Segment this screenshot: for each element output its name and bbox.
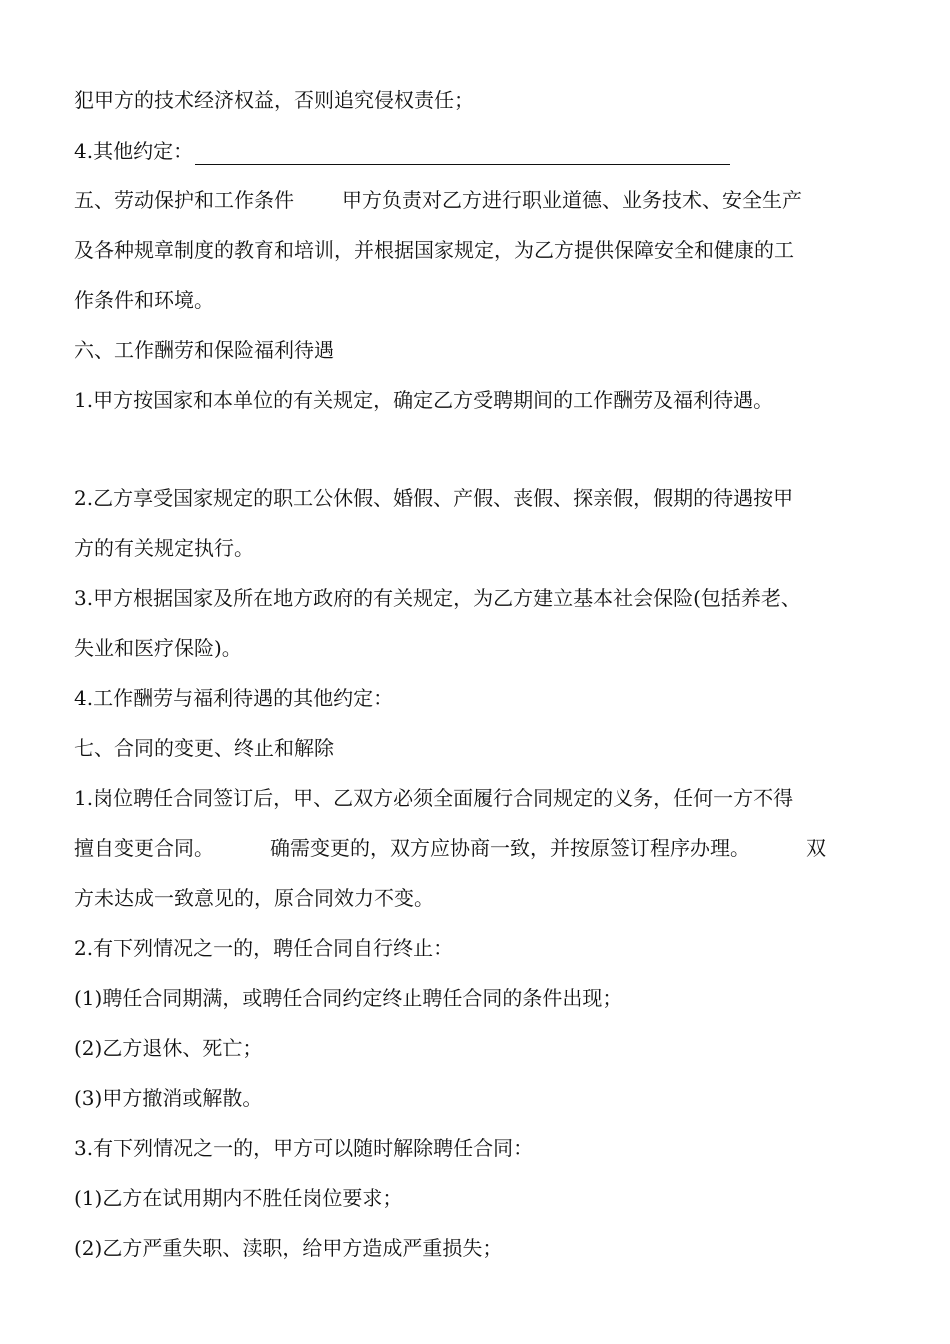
text-line: 2.乙方享受国家规定的职工公休假、婚假、产假、丧假、探亲假，假期的待遇按甲	[74, 486, 794, 510]
text-line	[74, 834, 826, 862]
text-line: 3.有下列情况之一的，甲方可以随时解除聘任合同：	[74, 1136, 534, 1160]
section-five-text: 甲方负责对乙方进行职业道德、业务技术、安全生产	[342, 188, 802, 212]
section-five-line	[74, 186, 802, 214]
section-six-heading: 六、工作酬劳和保险福利待遇	[74, 338, 334, 362]
text-line: (2)乙方严重失职、渎职，给甲方造成严重损失；	[74, 1236, 503, 1260]
section-seven-heading: 七、合同的变更、终止和解除	[74, 736, 334, 760]
text-line: 方的有关规定执行。	[74, 536, 254, 560]
other-agreement-label: 4.其他约定：	[74, 139, 194, 163]
text-line: 2.有下列情况之一的，聘任合同自行终止：	[74, 936, 454, 960]
text-line: (1)聘任合同期满，或聘任合同约定终止聘任合同的条件出现；	[74, 986, 623, 1010]
section-five-heading: 五、劳动保护和工作条件	[74, 188, 294, 212]
text-line: 失业和医疗保险)。	[74, 636, 242, 660]
text-line: (3)甲方撤消或解散。	[74, 1086, 263, 1110]
fill-in-blank	[195, 144, 730, 165]
text-line: 3.甲方根据国家及所在地方政府的有关规定，为乙方建立基本社会保险(包括养老、	[74, 586, 801, 610]
text-segment: 确需变更的，双方应协商一致，并按原签订程序办理。	[270, 836, 750, 860]
text-line: 1.甲方按国家和本单位的有关规定，确定乙方受聘期间的工作酬劳及福利待遇。	[74, 388, 774, 412]
text-segment: 擅自变更合同。	[74, 836, 214, 860]
text-line: 作条件和环境。	[74, 288, 214, 312]
text-segment: 双	[806, 836, 826, 860]
text-line: (2)乙方退休、死亡；	[74, 1036, 263, 1060]
text-line: 1.岗位聘任合同签订后，甲、乙双方必须全面履行合同规定的义务，任何一方不得	[74, 786, 794, 810]
text-line: 及各种规章制度的教育和培训，并根据国家规定，为乙方提供保障安全和健康的工	[74, 238, 794, 262]
text-line: 4.工作酬劳与福利待遇的其他约定：	[74, 686, 394, 710]
text-line: 方未达成一致意见的，原合同效力不变。	[74, 886, 434, 910]
other-agreement-line	[74, 137, 730, 165]
text-line: (1)乙方在试用期内不胜任岗位要求；	[74, 1186, 403, 1210]
text-line: 犯甲方的技术经济权益，否则追究侵权责任；	[74, 88, 474, 112]
